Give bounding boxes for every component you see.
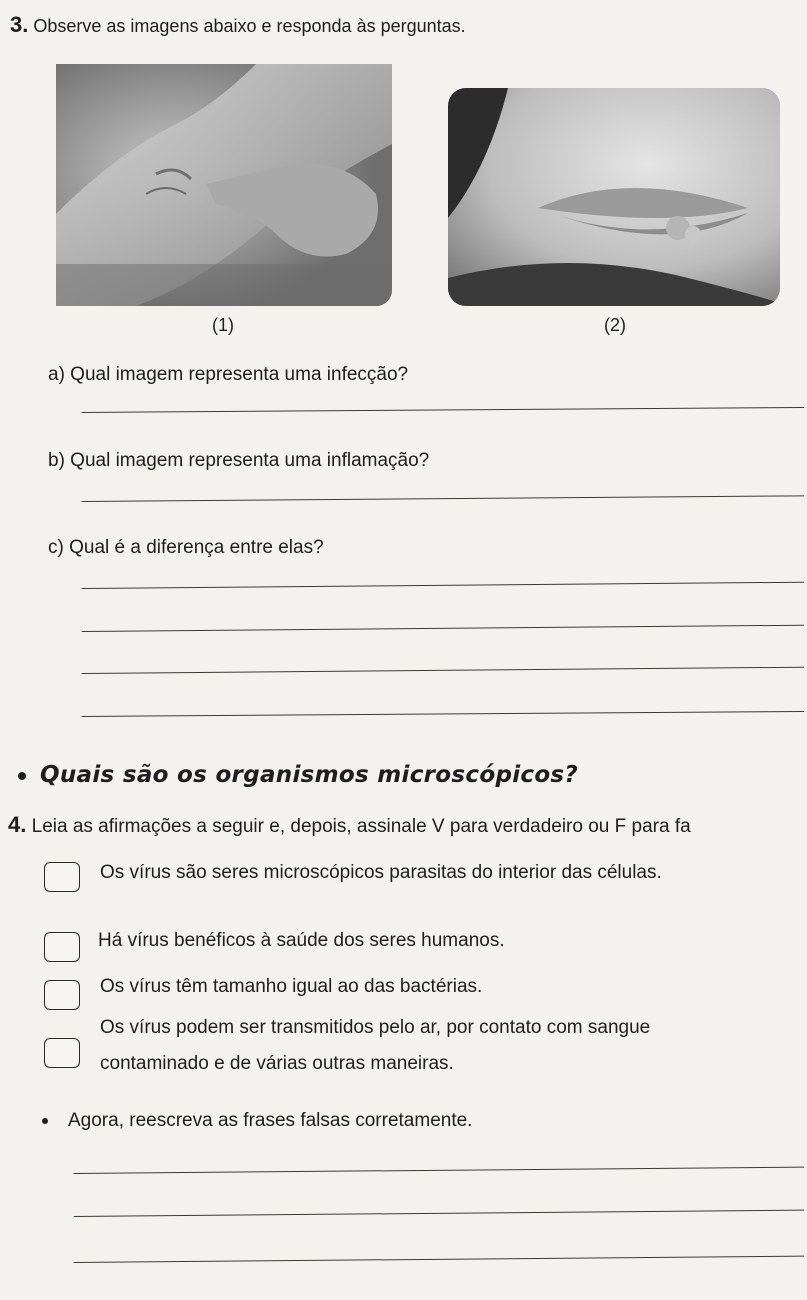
- statement-3: Os vírus têm tamanho igual ao das bactérias.: [100, 976, 483, 997]
- answer-line-3c-2[interactable]: [82, 625, 804, 632]
- image-1-caption: (1): [212, 315, 234, 335]
- checkbox-statement-2[interactable]: [44, 932, 80, 962]
- question-3c: c) Qual é a diferença entre elas?: [48, 537, 324, 558]
- answer-line-3c-3[interactable]: [82, 667, 804, 674]
- statement-2: Há vírus benéficos à saúde dos seres humanos.: [98, 930, 505, 951]
- question-3-title: Observe as imagens abaixo e responda às perguntas.: [33, 16, 466, 36]
- answer-line-3c-4[interactable]: [82, 711, 804, 717]
- statement-4-line-2: contaminado e de várias outras maneiras.: [100, 1053, 454, 1074]
- rewrite-line-2[interactable]: [74, 1210, 804, 1217]
- checkbox-statement-1[interactable]: [44, 862, 80, 892]
- statement-4-line-1: Os vírus podem ser transmitidos pelo ar, por contato com sangue: [100, 1017, 651, 1038]
- question-3-header: [10, 12, 466, 38]
- answer-line-3c-1[interactable]: [82, 582, 804, 589]
- question-4-header: [8, 812, 691, 838]
- rewrite-prompt-text: Agora, reescreva as frases falsas corretamente.: [68, 1110, 473, 1131]
- question-3a: a) Qual imagem representa uma infecção?: [48, 364, 409, 385]
- checkbox-statement-3[interactable]: [44, 980, 80, 1010]
- question-3b: b) Qual imagem representa uma inflamação?: [48, 450, 430, 471]
- rewrite-line-1[interactable]: [74, 1167, 804, 1174]
- arm-scratch-photo: [56, 64, 392, 306]
- lips-sore-photo: [448, 88, 780, 306]
- checkbox-statement-4[interactable]: [44, 1038, 80, 1068]
- section-title-text: Quais são os organismos microscópicos?: [40, 762, 579, 788]
- question-4-instruction: Leia as afirmações a seguir e, depois, assinale V para verdadeiro ou F para fa: [31, 816, 691, 837]
- rewrite-line-3[interactable]: [74, 1256, 804, 1263]
- bullet-icon: [42, 1118, 48, 1124]
- image-2-caption: (2): [604, 315, 626, 335]
- section-title: [18, 762, 578, 788]
- question-4-number: 4.: [8, 812, 27, 837]
- question-3-number: 3.: [10, 12, 29, 37]
- answer-line-3a[interactable]: [82, 407, 804, 413]
- statement-1: Os vírus são seres microscópicos parasitas do interior das células.: [100, 862, 662, 883]
- answer-line-3b[interactable]: [82, 495, 804, 502]
- bullet-icon: [18, 772, 26, 780]
- rewrite-prompt: [42, 1110, 472, 1132]
